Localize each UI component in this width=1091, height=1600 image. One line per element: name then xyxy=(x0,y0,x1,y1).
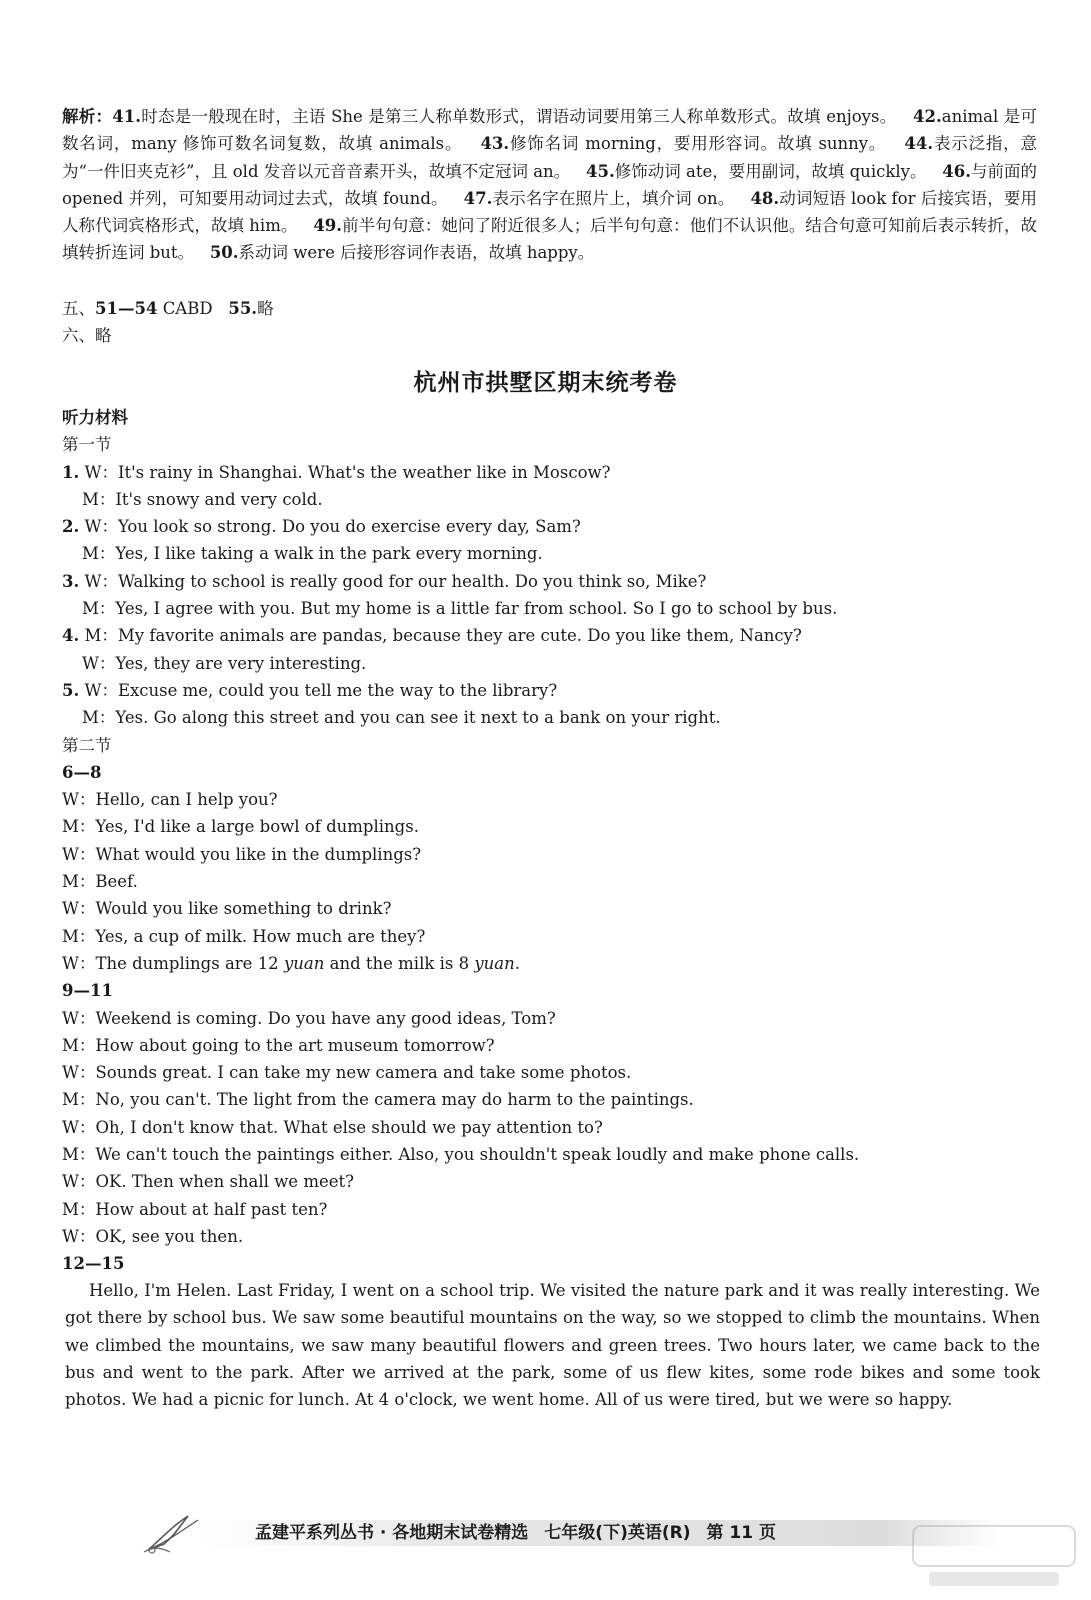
group-range: 9—11 xyxy=(62,981,113,1001)
answer-text: 略 xyxy=(257,299,274,318)
part-one-heading: 第一节 xyxy=(62,435,112,455)
dialog-line: M：It's snowy and very cold. xyxy=(82,489,323,509)
q-explanation: 表示名字在照片上，填介词 on。 xyxy=(492,188,735,208)
q-explanation: 前半句句意：她问了附近很多人；后半句句意：他们不认识他。结合句意可知前后表示转折，故填转折连词 but。 xyxy=(62,216,1037,263)
q-explanation: 系动词 were 后接形容词作表语，故填 happy。 xyxy=(238,243,595,263)
dialog-line xyxy=(62,513,1042,540)
dialog-line xyxy=(62,677,1042,704)
q-number: 46. xyxy=(942,161,971,181)
exam-title: 杭州市拱墅区期末统考卷 xyxy=(413,370,678,396)
watermark-logo-icon xyxy=(909,1522,1079,1592)
footer-series: 孟建平系列丛书 · 各地期末试卷精选 xyxy=(255,1523,529,1543)
q-explanation: 修饰动词 ate，要用副词，故填 quickly。 xyxy=(614,161,927,181)
q-number: 47. xyxy=(463,188,493,208)
q-number: 55. xyxy=(228,299,258,318)
dialog-line: M：Beef. xyxy=(62,872,138,892)
footer-text xyxy=(255,1518,792,1543)
dialog-line: M：No, you can't. The light from the camera may do harm to the paintings. xyxy=(62,1090,694,1110)
dialog-line: M：Yes, I agree with you. But my home is a little far from school. So I go to school by bus. xyxy=(82,599,838,619)
dialog-line: W：OK. Then when shall we meet? xyxy=(62,1172,354,1192)
dialog-line: M：We can't touch the paintings either. Also, you shouldn't speak loudly and make phone calls. xyxy=(62,1145,860,1165)
dialog-line: W：What would you like in the dumplings? xyxy=(62,844,422,864)
q-number: 43. xyxy=(480,134,510,154)
dialog-line xyxy=(62,459,1042,486)
q-number: 50. xyxy=(209,243,239,263)
dialog-text: W：Walking to school is really good for our health. Do you think so, Mike? xyxy=(84,571,707,591)
q-explanation: animal 是可数名词，many 修饰可数名词复数，故填 animals。 xyxy=(62,107,1037,154)
dialog-line xyxy=(62,568,1042,595)
dialog-line: W：Hello, can I help you? xyxy=(62,790,278,810)
dialog-line: W：Oh, I don't know that. What else should we pay attention to? xyxy=(62,1117,603,1137)
q-number: 42. xyxy=(913,107,942,126)
dialog-line: W：The dumplings are 12 yuan and the milk is 8 yuan. xyxy=(62,953,520,973)
dialog-line: M：Yes, I'd like a large bowl of dumplings. xyxy=(62,817,419,837)
q-number: 41. xyxy=(112,107,141,126)
section-prefix: 五、 xyxy=(62,299,95,318)
analysis-paragraph xyxy=(62,103,1037,267)
quill-logo-icon xyxy=(140,1510,210,1554)
dialog-number: 2. xyxy=(62,517,80,537)
dialog-number: 4. xyxy=(62,626,80,646)
group-range: 12—15 xyxy=(62,1254,125,1274)
analysis-label: 解析： xyxy=(62,107,113,126)
dialog-line: W：Sounds great. I can take my new camera and take some photos. xyxy=(62,1063,632,1083)
dialog-line: W：Would you like something to drink? xyxy=(62,899,392,919)
section-five-answers xyxy=(62,295,274,322)
group-range: 6—8 xyxy=(62,762,102,782)
dialog-number: 5. xyxy=(62,680,80,700)
q-number: 45. xyxy=(586,161,615,181)
q-explanation: 修饰名词 morning，要用形容词。故填 sunny。 xyxy=(509,134,887,154)
dialog-text: M：My favorite animals are pandas, because they are cute. Do you like them, Nancy? xyxy=(84,626,802,646)
dialog-line: W：Yes, they are very interesting. xyxy=(82,653,367,673)
q-number: 44. xyxy=(904,134,934,154)
dialog-line: M：Yes. Go along this street and you can see it next to a bank on your right. xyxy=(82,708,721,728)
q-number: 49. xyxy=(313,216,343,236)
dialog-number: 1. xyxy=(62,462,80,482)
dialog-line: W：Weekend is coming. Do you have any good ideas, Tom? xyxy=(62,1008,556,1028)
dialog-number: 3. xyxy=(62,571,80,591)
footer-grade: 七年级(下)英语(R) xyxy=(544,1523,691,1543)
footer-page-number: 第 11 页 xyxy=(706,1523,776,1543)
q-explanation: 时态是一般现在时，主语 She 是第三人称单数形式，谓语动词要用第三人称单数形式。故填 enjoys。 xyxy=(141,107,897,126)
q-explanation: 与前面的 opened 并列，可知要用动词过去式，故填 found。 xyxy=(62,161,1037,208)
dialog-text: W：It's rainy in Shanghai. What's the weather like in Moscow? xyxy=(84,462,611,482)
listening-material xyxy=(62,404,1042,1278)
dialog-line: M：Yes, a cup of milk. How much are they? xyxy=(62,926,426,946)
page-footer xyxy=(140,1508,860,1552)
answer-range: 51—54 xyxy=(95,299,158,318)
part-two-heading: 第二节 xyxy=(62,735,112,755)
dialog-line: W：OK, see you then. xyxy=(62,1226,244,1246)
q-explanation: 动词短语 look for 后接宾语，要用人称代词宾格形式，故填 him。 xyxy=(62,188,1037,236)
dialog-line xyxy=(62,622,1042,649)
dialog-line: M：Yes, I like taking a walk in the park every morning. xyxy=(82,544,543,564)
dialog-line: M：How about going to the art museum tomorrow? xyxy=(62,1035,495,1055)
dialog-text: W：Excuse me, could you tell me the way to the library? xyxy=(84,680,558,700)
q-explanation: 表示泛指，意为“一件旧夹克衫”，且 old 发音以元音音素开头，故填不定冠词 an。 xyxy=(62,134,1037,181)
dialog-line: M：How about at half past ten? xyxy=(62,1199,328,1219)
listening-heading: 听力材料 xyxy=(62,408,128,427)
answer-letters: CABD xyxy=(162,299,213,318)
section-six-answers: 六、略 xyxy=(62,326,112,345)
q-number: 48. xyxy=(750,188,780,208)
listening-passage: Hello, I'm Helen. Last Friday, I went on a school trip. We visited the nature park and it was really interesting. We got there by school bus. We saw some beautiful mountains on the way, so we stopped to climb the mountains. When we climbed the mountains, we saw many beautiful flowers and green trees. Two hours later, we came back to the bus and went to the park. After we arrived at the park, some of us flew kites, some rode bikes and some took photos. We had a picnic for lunch. At 4 o'clock, we went home. All of us were tired, but we were so happy. xyxy=(65,1281,1040,1410)
dialog-text: W：You look so strong. Do you do exercise every day, Sam? xyxy=(84,517,581,537)
